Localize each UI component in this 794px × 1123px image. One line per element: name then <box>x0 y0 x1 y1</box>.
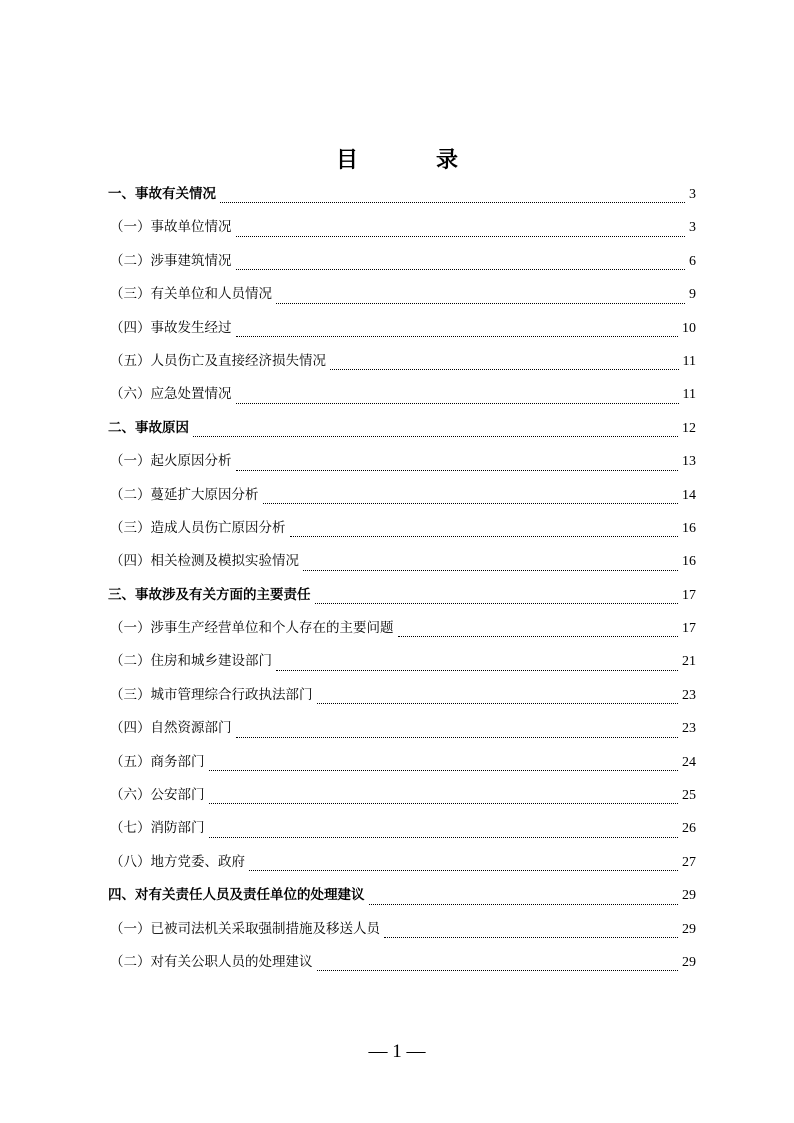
toc-entry-label: （一）事故单位情况 <box>110 219 232 236</box>
toc-entry-label: （一）涉事生产经营单位和个人存在的主要问题 <box>110 620 394 637</box>
toc-entry-label: 二、事故原因 <box>108 419 189 436</box>
toc-entry-label: （一）起火原因分析 <box>110 453 232 470</box>
toc-subsection-entry[interactable] <box>108 849 696 882</box>
toc-dot-leader <box>398 635 679 637</box>
toc-dot-leader <box>276 302 685 304</box>
toc-section-entry[interactable] <box>108 415 696 448</box>
toc-entry-page-number: 16 <box>682 554 696 570</box>
toc-subsection-entry[interactable] <box>108 648 696 681</box>
toc-dot-leader <box>290 535 679 537</box>
toc-entry-page-number: 23 <box>682 687 696 703</box>
toc-dot-leader <box>263 502 679 504</box>
toc-dot-leader <box>303 569 678 571</box>
toc-dot-leader <box>276 669 678 671</box>
toc-entry-label: （二）住房和城乡建设部门 <box>110 653 272 670</box>
toc-entry-label: （二）对有关公职人员的处理建议 <box>110 953 313 970</box>
toc-entry-label: 一、事故有关情况 <box>108 186 216 202</box>
table-of-contents <box>108 181 696 982</box>
toc-entry-label: （五）商务部门 <box>110 753 205 770</box>
toc-entry-page-number: 17 <box>682 621 696 637</box>
toc-entry-page-number: 10 <box>682 320 696 336</box>
toc-entry-label: （八）地方党委、政府 <box>110 853 245 870</box>
toc-entry-page-number: 26 <box>682 821 696 837</box>
toc-entry-label: （二）蔓延扩大原因分析 <box>110 486 259 503</box>
toc-section-entry[interactable] <box>108 181 696 214</box>
toc-entry-page-number: 25 <box>682 788 696 804</box>
toc-subsection-entry[interactable] <box>108 381 696 414</box>
toc-subsection-entry[interactable] <box>108 448 696 481</box>
toc-entry-page-number: 13 <box>682 454 696 470</box>
toc-entry-label: （六）应急处置情况 <box>110 386 232 403</box>
toc-entry-label: （四）自然资源部门 <box>110 720 232 737</box>
toc-section-entry[interactable] <box>108 882 696 915</box>
toc-entry-label: （三）造成人员伤亡原因分析 <box>110 519 286 536</box>
toc-subsection-entry[interactable] <box>108 515 696 548</box>
toc-dot-leader <box>236 335 679 337</box>
toc-subsection-entry[interactable] <box>108 782 696 815</box>
toc-dot-leader <box>209 802 679 804</box>
toc-dot-leader <box>220 201 685 203</box>
toc-entry-label: （三）城市管理综合行政执法部门 <box>110 686 313 703</box>
toc-subsection-entry[interactable] <box>108 715 696 748</box>
toc-entry-label: （二）涉事建筑情况 <box>110 252 232 269</box>
toc-dot-leader <box>236 736 679 738</box>
toc-entry-page-number: 24 <box>682 754 696 770</box>
toc-dot-leader <box>236 469 679 471</box>
toc-subsection-entry[interactable] <box>108 214 696 247</box>
toc-entry-label: 三、事故涉及有关方面的主要责任 <box>108 586 311 603</box>
toc-dot-leader <box>236 268 686 270</box>
page-title: 目 录 <box>335 147 486 173</box>
toc-dot-leader <box>209 769 679 771</box>
toc-entry-page-number: 3 <box>689 187 696 202</box>
toc-subsection-entry[interactable] <box>108 348 696 381</box>
toc-entry-page-number: 16 <box>682 520 696 536</box>
toc-subsection-entry[interactable] <box>108 615 696 648</box>
toc-entry-page-number: 11 <box>682 353 696 369</box>
toc-entry-page-number: 17 <box>682 587 696 603</box>
toc-entry-page-number: 23 <box>682 721 696 737</box>
toc-section-entry[interactable] <box>108 582 696 615</box>
toc-subsection-entry[interactable] <box>108 315 696 348</box>
toc-entry-label: （六）公安部门 <box>110 787 205 804</box>
toc-entry-page-number: 11 <box>682 387 696 403</box>
toc-dot-leader <box>236 402 679 404</box>
toc-entry-label: （五）人员伤亡及直接经济损失情况 <box>110 352 326 369</box>
toc-entry-label: 四、对有关责任人员及责任单位的处理建议 <box>108 887 365 904</box>
toc-subsection-entry[interactable] <box>108 248 696 281</box>
toc-entry-label: （一）已被司法机关采取强制措施及移送人员 <box>110 920 380 937</box>
toc-dot-leader <box>330 368 679 370</box>
toc-entry-label: （三）有关单位和人员情况 <box>110 286 272 303</box>
toc-entry-page-number: 3 <box>689 220 696 236</box>
toc-entry-page-number: 12 <box>682 420 696 436</box>
toc-subsection-entry[interactable] <box>108 482 696 515</box>
toc-dot-leader <box>193 435 678 437</box>
toc-subsection-entry[interactable] <box>108 281 696 314</box>
toc-dot-leader <box>384 936 678 938</box>
toc-dot-leader <box>209 836 679 838</box>
toc-entry-page-number: 29 <box>682 954 696 970</box>
toc-dot-leader <box>317 702 679 704</box>
toc-entry-page-number: 29 <box>682 888 696 904</box>
toc-dot-leader <box>315 602 679 604</box>
toc-subsection-entry[interactable] <box>108 815 696 848</box>
toc-subsection-entry[interactable] <box>108 949 696 982</box>
toc-entry-page-number: 29 <box>682 921 696 937</box>
toc-subsection-entry[interactable] <box>108 682 696 715</box>
toc-subsection-entry[interactable] <box>108 749 696 782</box>
toc-entry-page-number: 27 <box>682 854 696 870</box>
toc-dot-leader <box>236 235 686 237</box>
toc-entry-label: （四）相关检测及模拟实验情况 <box>110 553 299 570</box>
page-number-footer: — 1 — <box>368 1041 426 1062</box>
toc-subsection-entry[interactable] <box>108 916 696 949</box>
toc-entry-label: （七）消防部门 <box>110 820 205 837</box>
toc-entry-page-number: 21 <box>682 654 696 670</box>
toc-dot-leader <box>317 969 679 971</box>
toc-entry-page-number: 6 <box>689 253 696 269</box>
toc-subsection-entry[interactable] <box>108 548 696 581</box>
toc-dot-leader <box>369 903 679 905</box>
toc-entry-page-number: 9 <box>689 287 696 303</box>
toc-entry-page-number: 14 <box>682 487 696 503</box>
toc-dot-leader <box>249 869 678 871</box>
toc-entry-label: （四）事故发生经过 <box>110 319 232 336</box>
